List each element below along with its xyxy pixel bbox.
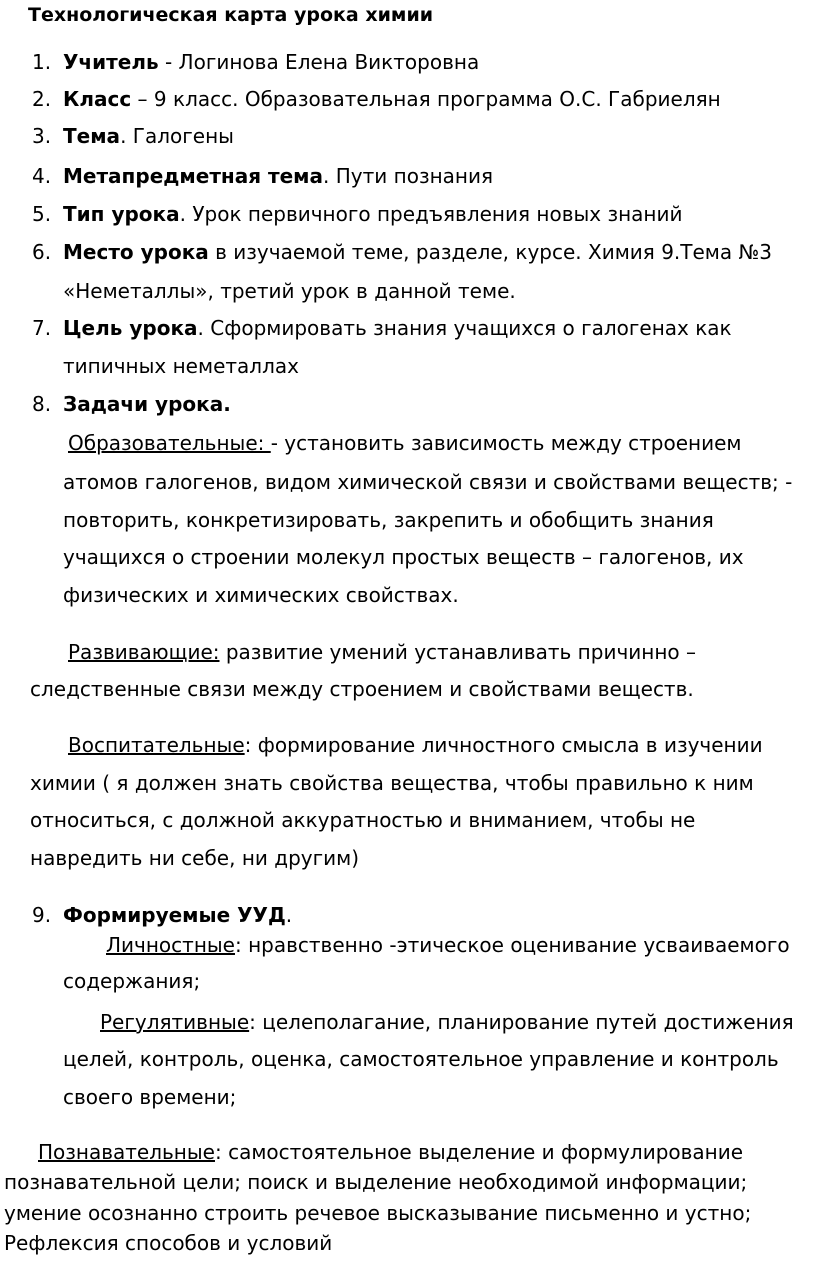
item-lesson-goal	[63, 318, 732, 338]
text-line: навредить ни себе, ни другим)	[30, 846, 360, 870]
text-line: учащихся о строении молекул простых веществ – галогенов, их	[63, 545, 744, 569]
item-text-continued: «Неметаллы», третий урок в данной теме.	[63, 279, 516, 303]
document-title: Технологическая карта урока химии	[28, 4, 434, 26]
item-label: Место урока	[63, 240, 209, 264]
item-text-continued: типичных неметаллах	[63, 354, 299, 378]
developing-label: Развивающие:	[68, 640, 220, 664]
item-text: . Галогены	[120, 124, 234, 148]
item-lesson-tasks	[63, 394, 231, 414]
text-line: : нравственно -этическое оценивание усваиваемого	[234, 933, 790, 957]
item-label: Цель урока	[63, 316, 198, 340]
text-line: : самостоятельное выделение и формулирование	[214, 1140, 744, 1164]
text-line: следственные связи между строением и свойствами веществ.	[30, 677, 694, 701]
item-label: Тип урока	[63, 202, 180, 226]
text-line: Рефлексия способов и условий	[4, 1231, 333, 1255]
text-line: : целеполагание, планирование путей достижения	[249, 1010, 794, 1034]
educational-label: Образовательные:	[68, 431, 271, 455]
item-number: 7.	[32, 316, 52, 340]
text-line: развитие умений устанавливать причинно –	[219, 640, 697, 664]
item-text: . Сформировать знания учащихся о галогенах как	[197, 316, 732, 340]
item-label: Метапредметная тема	[63, 164, 324, 188]
regulatory-uud	[100, 1012, 794, 1032]
item-number: 3.	[32, 124, 52, 148]
upbringing-tasks	[68, 735, 763, 755]
item-text: в изучаемой теме, разделе, курсе. Химия 9.Тема №3	[208, 240, 773, 264]
text-line: - установить зависимость между строением	[270, 431, 742, 455]
item-number: 2.	[32, 87, 52, 111]
developing-tasks	[68, 642, 696, 662]
text-line: познавательной цели; поиск и выделение необходимой информации;	[4, 1170, 748, 1194]
item-lesson-place	[63, 242, 772, 262]
item-text: . Пути познания	[323, 164, 494, 188]
item-lesson-type	[63, 204, 683, 224]
item-number: 4.	[32, 164, 52, 188]
cognitive-label: Познавательные	[38, 1140, 215, 1164]
text-line: : формирование личностного смысла в изучении	[244, 733, 763, 757]
text-line: химии ( я должен знать свойства вещества, чтобы правильно к ним	[30, 771, 754, 795]
text-line: своего времени;	[63, 1085, 237, 1109]
text-line: умение осознанно строить речевое высказывание письменно и устно;	[4, 1201, 752, 1225]
regulatory-label: Регулятивные	[100, 1010, 250, 1034]
item-number: 6.	[32, 240, 52, 264]
text-line: содержания;	[63, 969, 201, 993]
item-topic	[63, 126, 234, 146]
item-label: Формируемые УУД	[63, 903, 286, 927]
item-label: Класс	[63, 87, 132, 111]
text-line: целей, контроль, оценка, самостоятельное управление и контроль	[63, 1047, 779, 1071]
personal-uud	[106, 935, 790, 955]
educational-tasks	[68, 433, 742, 453]
item-class	[63, 89, 721, 109]
item-meta-topic	[63, 166, 493, 186]
personal-label: Личностные	[106, 933, 235, 957]
item-number: 8.	[32, 392, 52, 416]
text-line: относиться, с должной аккуратностью и вниманием, чтобы не	[30, 808, 696, 832]
item-label: Тема	[63, 124, 121, 148]
item-number: 5.	[32, 202, 52, 226]
item-text: . Урок первичного предъявления новых знаний	[179, 202, 683, 226]
cognitive-uud	[38, 1142, 743, 1162]
item-text: .	[285, 903, 293, 927]
item-label: Учитель	[63, 50, 159, 74]
item-text: – 9 класс. Образовательная программа О.С. Габриелян	[131, 87, 721, 111]
item-teacher	[63, 52, 479, 72]
item-label: Задачи урока.	[63, 392, 231, 416]
item-text: - Логинова Елена Викторовна	[158, 50, 480, 74]
text-line: атомов галогенов, видом химической связи и свойствами веществ; -	[63, 470, 793, 494]
text-line: повторить, конкретизировать, закрепить и обобщить знания	[63, 508, 714, 532]
text-line: физических и химических свойствах.	[63, 583, 459, 607]
item-number: 9.	[32, 903, 52, 927]
item-uud	[63, 905, 292, 925]
item-number: 1.	[32, 50, 52, 74]
upbringing-label: Воспитательные	[68, 733, 245, 757]
